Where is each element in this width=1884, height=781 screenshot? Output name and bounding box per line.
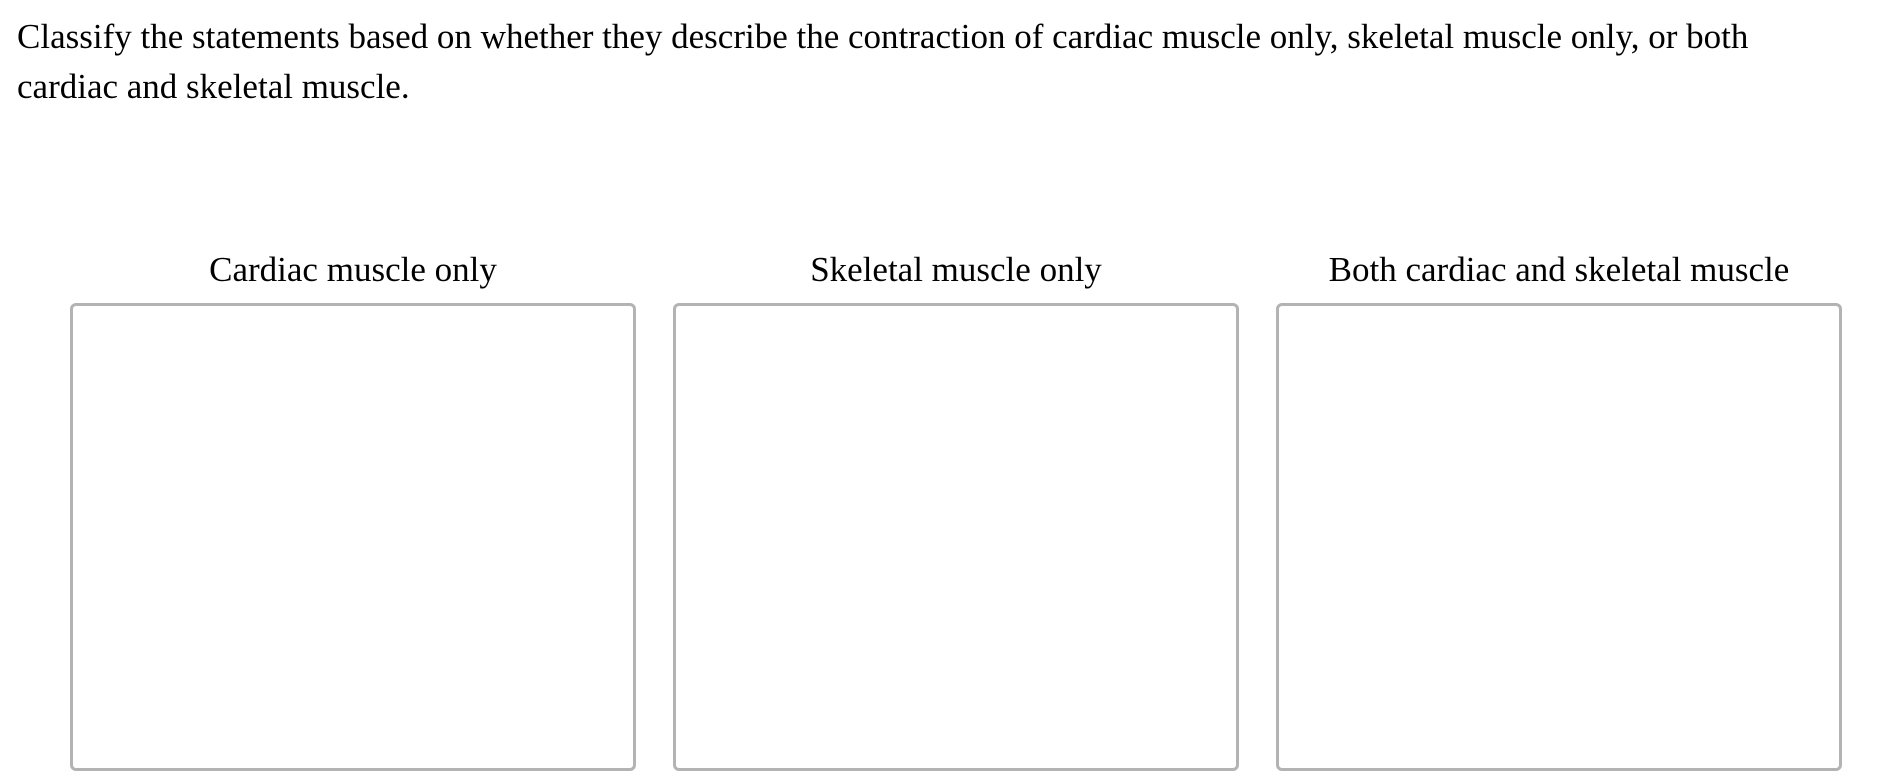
question-prompt: Classify the statements based on whether they describe the contraction of cardiac muscle only, skeletal muscle only, or both cardiac and skeletal muscle. <box>17 17 1749 106</box>
bin-title-cardiac-only: Cardiac muscle only <box>209 250 497 289</box>
bin-both <box>1276 245 1842 771</box>
bin-cardiac-only <box>70 245 636 771</box>
drop-zone-cardiac-only[interactable] <box>70 303 636 771</box>
drop-zone-both[interactable] <box>1276 303 1842 771</box>
classification-bins <box>70 245 1842 771</box>
drop-zone-skeletal-only[interactable] <box>673 303 1239 771</box>
bin-title-both: Both cardiac and skeletal muscle <box>1328 250 1790 289</box>
bin-title-skeletal-only: Skeletal muscle only <box>810 250 1102 289</box>
bin-skeletal-only <box>673 245 1239 771</box>
